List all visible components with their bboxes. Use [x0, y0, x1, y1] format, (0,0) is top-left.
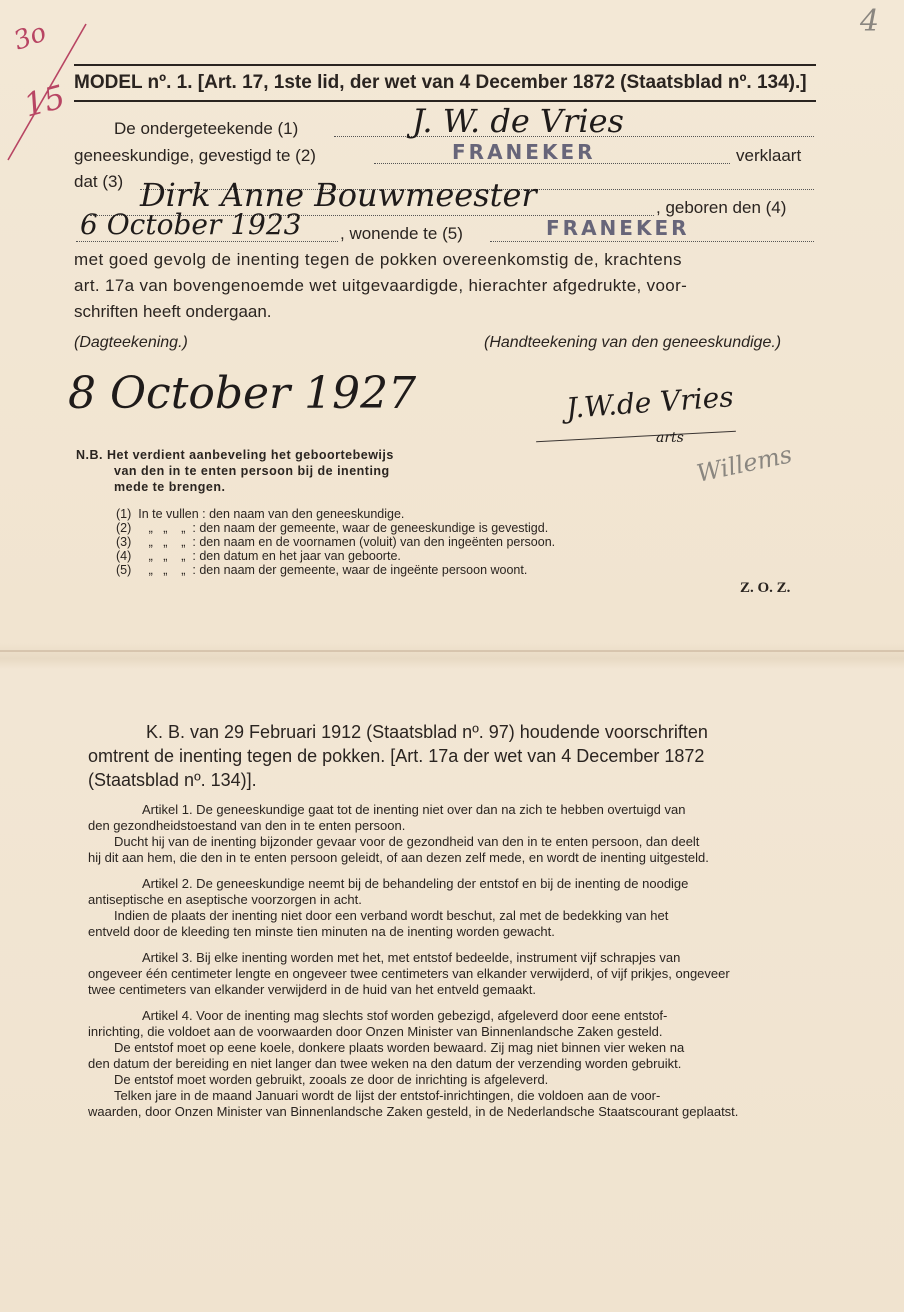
model-header: MODEL nº. 1. [Art. 17, 1ste lid, der wet van 4 December 1872 (Staatsblad nº. 134).]	[74, 64, 816, 102]
artikel-4-line-7: waarden, door Onzen Minister van Binnenlandsche Zaken gesteld, in de Nederlandsche Staatscourant geplaatst.	[88, 1104, 739, 1119]
artikel-2-line-2: antiseptische en aseptische voorzorgen in acht.	[88, 892, 362, 907]
form-line-2-label: geneeskundige, gevestigd te (2)	[74, 146, 316, 165]
red-annotation-top: 3o	[9, 17, 51, 57]
artikel-3-line-3: twee centimeters van elkander verwijderd in de huid van het entveld gemaakt.	[88, 982, 537, 997]
artikel-2-line-3: Indien de plaats der inenting niet door een verband wordt beschut, zal met de bedekking van het	[114, 908, 669, 923]
stamp-franeker-1: FRANEKER	[452, 140, 596, 164]
artikel-1-line-2: den gezondheidstoestand van den in te enten persoon.	[88, 818, 406, 833]
fill-instruction-2: (2) „ „ „ : den naam der gemeente, waar de geneeskundige is gevestigd.	[116, 521, 549, 535]
pencil-note: Willems	[694, 440, 795, 488]
handwritten-birth-date: 6 October 1923	[80, 208, 302, 241]
artikel-4-line-2: inrichting, die voldoet aan de voorwaarden door Onzen Minister van Binnenlandsche Zaken gesteld.	[88, 1024, 663, 1039]
handwritten-date: 8 October 1927	[68, 368, 417, 419]
artikel-3-line-2: ongeveer één centimeter lengte en ongeveer twee centimeters van elkander verwijderd, of vijf prikjes, ongeveer	[88, 966, 730, 981]
kb-line-2: omtrent de inenting tegen de pokken. [Art. 17a der wet van 4 December 1872	[88, 746, 705, 766]
doctor-signature: J.W.de Vries	[565, 380, 735, 425]
artikel-2-line-1: Artikel 2. De geneeskundige neemt bij de behandeling der entstof en bij de inenting de noodige	[142, 876, 689, 891]
artikel-4-line-3: De entstof moet op eene koele, donkere plaats worden bewaard. Zij mag niet binnen vier weken na	[114, 1040, 685, 1055]
form-line-8: schriften heeft ondergaan.	[74, 302, 272, 321]
zoz-mark: Z. O. Z.	[740, 580, 791, 596]
artikel-4-line-1: Artikel 4. Voor de inenting mag slechts stof worden gebezigd, afgeleverd door eene entstof-	[142, 1008, 668, 1023]
stamp-franeker-2: FRANEKER	[546, 216, 690, 240]
form-line-7: art. 17a van bovengenoemde wet uitgevaardigde, hierachter afgedrukte, voor-	[74, 276, 688, 295]
signature-underline	[536, 431, 736, 442]
dotted-line-5a	[76, 241, 338, 242]
fold-line	[0, 650, 904, 652]
nb-line-1: N.B. Het verdient aanbeveling het geboortebewijs	[76, 448, 394, 462]
kb-line-3: (Staatsblad nº. 134)].	[88, 770, 257, 790]
handwritten-doctor-name: J. W. de Vries	[412, 102, 624, 140]
nb-line-3: mede te brengen.	[114, 480, 226, 494]
form-line-2-end: verklaart	[736, 146, 802, 165]
signature-arts: arts	[656, 430, 684, 446]
artikel-3-line-1: Artikel 3. Bij elke inenting worden met het, met entstof bedeelde, instrument vijf schrapjes van	[142, 950, 681, 965]
nb-line-2: van den in te enten persoon bij de inenting	[114, 464, 390, 478]
handwritten-patient-name: Dirk Anne Bouwmeester	[140, 176, 537, 214]
page-number: 4	[860, 4, 880, 39]
handteekening-label: (Handteekening van den geneeskundige.)	[484, 334, 782, 351]
form-line-1-label: De ondergeteekende (1)	[114, 119, 299, 138]
kb-line-1: K. B. van 29 Februari 1912 (Staatsblad nº. 97) houdende voorschriften	[146, 722, 708, 742]
fill-instruction-3: (3) „ „ „ : den naam en de voornamen (voluit) van den ingeënten persoon.	[116, 535, 556, 549]
red-annotation-number: 15	[19, 77, 69, 125]
dagteekening-label: (Dagteekening.)	[74, 334, 188, 351]
artikel-1-line-1: Artikel 1. De geneeskundige gaat tot de inenting niet over dan na zich te hebben overtuigd van	[142, 802, 686, 817]
artikel-1-line-3: Ducht hij van de inenting bijzonder gevaar voor de gezondheid van den in te enten persoon, dan deelt	[114, 834, 700, 849]
artikel-1-line-4: hij dit aan hem, die den in te enten persoon geleidt, of aan dezen zelf mede, en wordt de inenting uitgesteld.	[88, 850, 709, 865]
artikel-4-line-5: De entstof moet worden gebruikt, zooals ze door de inrichting is afgeleverd.	[114, 1072, 549, 1087]
fill-instruction-1: (1) In te vullen : den naam van den geneeskundige.	[116, 507, 405, 521]
form-line-4-end: , geboren den (4)	[656, 198, 787, 217]
artikel-4-line-6: Telken jare in de maand Januari wordt de lijst der entstof-inrichtingen, die voldoen aan de voor-	[114, 1088, 661, 1103]
dotted-line-5b	[490, 241, 814, 242]
fill-instruction-5: (5) „ „ „ : den naam der gemeente, waar de ingeënte persoon woont.	[116, 563, 528, 577]
form-line-5-mid: , wonende te (5)	[340, 224, 463, 243]
form-line-3-label: dat (3)	[74, 172, 124, 191]
form-line-6: met goed gevolg de inenting tegen de pokken overeenkomstig de, krachtens	[74, 250, 682, 269]
fill-instruction-4: (4) „ „ „ : den datum en het jaar van geboorte.	[116, 549, 401, 563]
artikel-4-line-4: den datum der bereiding en niet langer dan twee weken na den datum der verzending worden gebruikt.	[88, 1056, 682, 1071]
artikel-2-line-4: entveld door de kleeding ten minste tien minuten na de inenting worden gewacht.	[88, 924, 555, 939]
